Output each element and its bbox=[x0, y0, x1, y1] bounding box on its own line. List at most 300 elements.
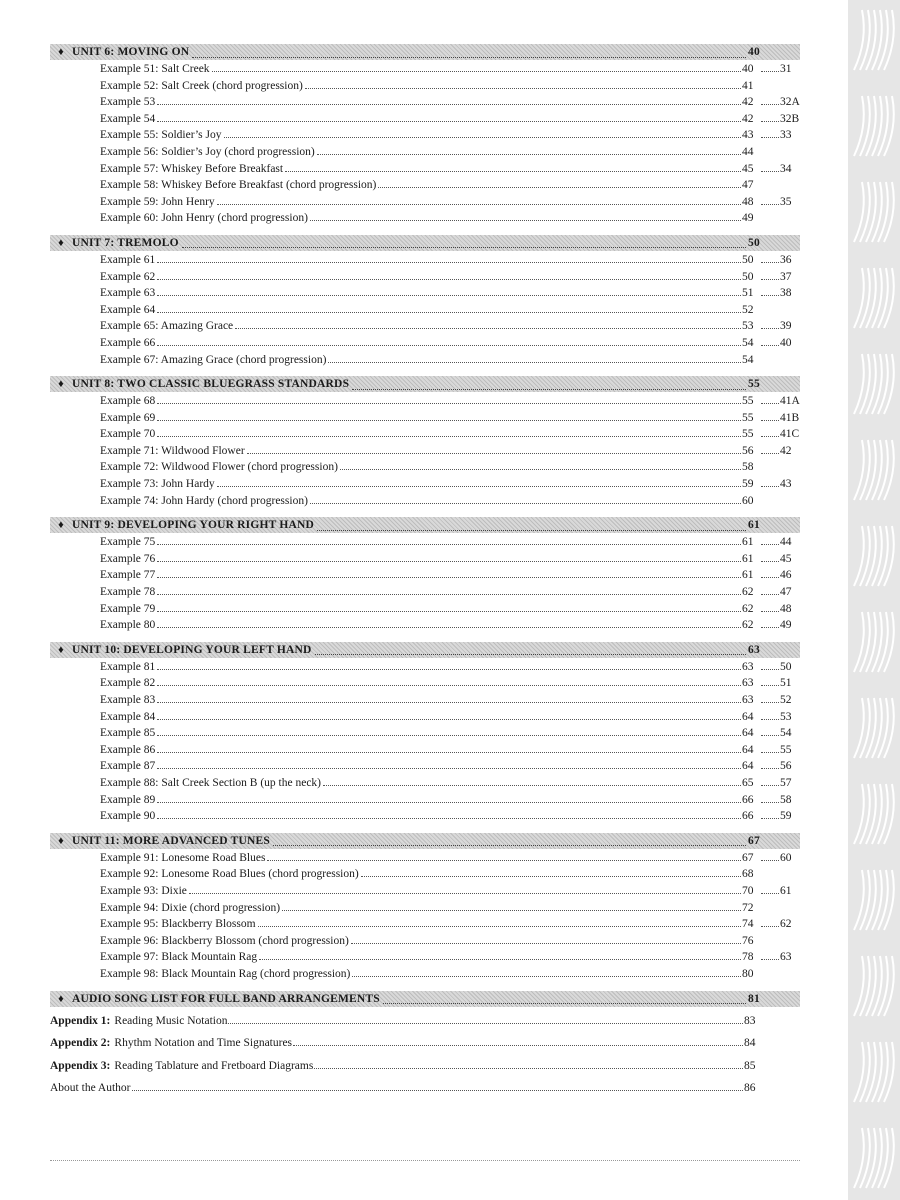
leader-dots bbox=[157, 552, 741, 562]
entry-track: 58 bbox=[780, 793, 792, 806]
leader-dots bbox=[157, 535, 741, 545]
toc-entry[interactable] bbox=[50, 535, 800, 552]
appendix-entry[interactable] bbox=[50, 1081, 800, 1104]
entry-title: Example 90 bbox=[100, 810, 156, 823]
entry-page: 45 bbox=[742, 162, 754, 175]
entry-track: 46 bbox=[780, 569, 792, 582]
entry-title: Example 65: Amazing Grace bbox=[100, 320, 234, 333]
leader-dots bbox=[761, 336, 779, 346]
entry-page: 63 bbox=[742, 677, 754, 690]
entry-title: Example 87 bbox=[100, 760, 156, 773]
leader-dots bbox=[157, 112, 741, 122]
appendix-entry[interactable] bbox=[50, 1059, 800, 1082]
entry-track: 36 bbox=[780, 253, 792, 266]
entry-title: Example 86 bbox=[100, 743, 156, 756]
entry-page: 65 bbox=[742, 776, 754, 789]
toc-entry[interactable] bbox=[50, 618, 800, 635]
toc-entry[interactable] bbox=[50, 178, 800, 195]
entry-title: Example 92: Lonesome Road Blues (chord progression) bbox=[100, 868, 359, 881]
unit-page: 50 bbox=[748, 236, 760, 249]
entry-title: Example 51: Salt Creek bbox=[100, 63, 210, 75]
toc-entry[interactable] bbox=[50, 917, 800, 934]
diamond-icon: ♦ bbox=[58, 519, 64, 532]
unit-page: 67 bbox=[748, 834, 760, 847]
entry-page: 80 bbox=[742, 967, 754, 980]
unit-section bbox=[50, 376, 800, 510]
leader-dots bbox=[157, 253, 741, 263]
entry-title: Example 66 bbox=[100, 336, 156, 349]
entry-title: Example 76 bbox=[100, 552, 156, 565]
entry-page: 58 bbox=[742, 461, 754, 474]
diamond-icon: ♦ bbox=[58, 46, 64, 58]
leader-dots bbox=[351, 934, 741, 944]
unit-page: 81 bbox=[748, 992, 760, 1005]
leader-dots bbox=[340, 460, 741, 470]
entry-page: 64 bbox=[742, 743, 754, 756]
leader-dots bbox=[378, 178, 741, 188]
entry-track: 39 bbox=[780, 320, 792, 333]
entry-title: Example 59: John Henry bbox=[100, 195, 215, 208]
toc-entry[interactable] bbox=[50, 460, 800, 477]
leader-dots bbox=[761, 286, 779, 296]
unit-page: 61 bbox=[748, 519, 760, 532]
leader-dots bbox=[157, 726, 741, 736]
leader-dots bbox=[761, 128, 779, 138]
entry-track: 41B bbox=[780, 411, 800, 424]
unit-title: UNIT 8: TWO CLASSIC BLUEGRASS STANDARDS bbox=[72, 378, 350, 391]
toc-entry[interactable] bbox=[50, 95, 800, 112]
entry-title: Example 73: John Hardy bbox=[100, 478, 215, 491]
entry-title: Example 89 bbox=[100, 793, 156, 806]
leader-dots bbox=[761, 660, 779, 670]
leader-dots bbox=[761, 884, 779, 894]
leader-dots bbox=[317, 145, 741, 155]
entry-title: Example 82 bbox=[100, 677, 156, 690]
leader-dots bbox=[761, 602, 779, 612]
leader-dots bbox=[132, 1081, 744, 1091]
leader-dots bbox=[157, 676, 741, 686]
leader-dots bbox=[217, 195, 741, 205]
unit-page: 55 bbox=[748, 378, 760, 391]
entry-title: Example 93: Dixie bbox=[100, 884, 187, 897]
leader-dots bbox=[761, 759, 779, 769]
toc-entry[interactable] bbox=[50, 270, 800, 287]
toc-entry[interactable] bbox=[50, 411, 800, 428]
appendix-page: 84 bbox=[744, 1037, 756, 1049]
leader-dots bbox=[761, 950, 779, 960]
entry-track: 41A bbox=[780, 395, 800, 408]
entry-title: Example 54 bbox=[100, 112, 156, 125]
entry-page: 62 bbox=[742, 619, 754, 632]
toc-entry[interactable] bbox=[50, 319, 800, 336]
entry-title: Example 52: Salt Creek (chord progression) bbox=[100, 79, 303, 92]
leader-dots bbox=[157, 710, 741, 720]
leader-dots bbox=[761, 319, 779, 329]
entry-page: 59 bbox=[742, 478, 754, 491]
entry-title: Example 75 bbox=[100, 536, 156, 549]
entry-title: Example 67: Amazing Grace (chord progression) bbox=[100, 353, 327, 366]
entry-title: Example 64 bbox=[100, 303, 156, 316]
unit-section bbox=[50, 517, 800, 635]
leader-dots bbox=[157, 793, 741, 803]
toc-entry[interactable] bbox=[50, 602, 800, 619]
entry-track: 31 bbox=[780, 63, 792, 75]
unit-title: UNIT 9: DEVELOPING YOUR RIGHT HAND bbox=[72, 519, 315, 532]
entry-track: 50 bbox=[780, 660, 792, 673]
entry-page: 43 bbox=[742, 129, 754, 142]
leader-dots bbox=[761, 568, 779, 578]
leader-dots bbox=[383, 993, 746, 1004]
entry-track: 60 bbox=[780, 851, 792, 864]
leader-dots bbox=[235, 319, 741, 329]
toc-entry[interactable] bbox=[50, 253, 800, 270]
toc-entry[interactable] bbox=[50, 793, 800, 810]
leader-dots bbox=[157, 95, 741, 105]
leader-dots bbox=[761, 809, 779, 819]
leader-dots bbox=[761, 477, 779, 487]
entry-title: Example 70 bbox=[100, 428, 156, 441]
leader-dots bbox=[228, 1014, 743, 1024]
leader-dots bbox=[761, 793, 779, 803]
leader-dots bbox=[157, 411, 741, 421]
appendix-entry[interactable] bbox=[50, 1014, 800, 1037]
leader-dots bbox=[247, 444, 741, 454]
leader-dots bbox=[761, 917, 779, 927]
entry-title: Example 95: Blackberry Blossom bbox=[100, 918, 256, 931]
toc-entry[interactable] bbox=[50, 809, 800, 826]
toc-entry[interactable] bbox=[50, 901, 800, 918]
entry-track: 38 bbox=[780, 287, 792, 300]
entry-track: 55 bbox=[780, 743, 792, 756]
entry-page: 63 bbox=[742, 694, 754, 706]
toc-entry[interactable] bbox=[50, 145, 800, 162]
leader-dots bbox=[761, 95, 779, 105]
leader-dots bbox=[761, 726, 779, 736]
appendix-label: Appendix 1: bbox=[50, 1014, 111, 1027]
unit-title: AUDIO SONG LIST FOR FULL BAND ARRANGEMENTS bbox=[72, 992, 380, 1005]
toc-entry[interactable] bbox=[50, 867, 800, 884]
appendix-entry[interactable] bbox=[50, 1036, 800, 1059]
leader-dots bbox=[310, 211, 741, 221]
leader-dots bbox=[761, 710, 779, 720]
leader-dots bbox=[157, 743, 741, 753]
leader-dots bbox=[192, 47, 746, 58]
leader-dots bbox=[157, 303, 741, 313]
leader-dots bbox=[157, 270, 741, 280]
entry-page: 52 bbox=[742, 303, 754, 316]
leader-dots bbox=[217, 477, 741, 487]
entry-title: Example 81 bbox=[100, 660, 156, 673]
entry-page: 70 bbox=[742, 884, 754, 897]
toc-entry[interactable] bbox=[50, 162, 800, 179]
toc-entry[interactable] bbox=[50, 128, 800, 145]
toc-entry[interactable] bbox=[50, 743, 800, 760]
entry-page: 60 bbox=[742, 494, 754, 507]
leader-dots bbox=[212, 62, 741, 72]
leader-dots bbox=[282, 901, 741, 911]
entry-page: 48 bbox=[742, 195, 754, 208]
entry-title: Example 74: John Hardy (chord progression) bbox=[100, 494, 308, 507]
toc-entry[interactable] bbox=[50, 851, 800, 868]
leader-dots bbox=[157, 809, 741, 819]
toc-entry[interactable] bbox=[50, 336, 800, 353]
entry-title: Example 88: Salt Creek Section B (up the neck) bbox=[100, 776, 321, 789]
entry-track: 57 bbox=[780, 776, 792, 789]
entry-track: 54 bbox=[780, 727, 792, 740]
divider bbox=[50, 1160, 800, 1161]
entry-title: Example 69 bbox=[100, 411, 156, 424]
entry-page: 41 bbox=[742, 79, 754, 92]
leader-dots bbox=[761, 676, 779, 686]
entry-title: Example 98: Black Mountain Rag (chord progression) bbox=[100, 967, 351, 980]
toc-entry[interactable] bbox=[50, 660, 800, 677]
appendix-title: Reading Music Notation bbox=[114, 1014, 228, 1027]
entry-page: 40 bbox=[742, 63, 754, 75]
leader-dots bbox=[157, 286, 741, 296]
entry-page: 55 bbox=[742, 428, 754, 441]
entry-page: 66 bbox=[742, 793, 754, 806]
leader-dots bbox=[157, 759, 741, 769]
unit-section bbox=[50, 991, 800, 1007]
entry-track: 51 bbox=[780, 677, 792, 690]
entry-page: 50 bbox=[742, 270, 754, 283]
leader-dots bbox=[361, 867, 741, 877]
unit-section bbox=[50, 235, 800, 369]
table-of-contents bbox=[50, 44, 800, 1104]
entry-title: Example 53 bbox=[100, 96, 156, 109]
entry-page: 42 bbox=[742, 112, 754, 125]
leader-dots bbox=[157, 602, 741, 612]
entry-page: 62 bbox=[742, 602, 754, 615]
leader-dots bbox=[305, 79, 741, 89]
entry-track: 32A bbox=[780, 96, 800, 109]
appendix-label: Appendix 3: bbox=[50, 1059, 111, 1072]
entry-track: 44 bbox=[780, 536, 792, 549]
toc-entry[interactable] bbox=[50, 967, 800, 984]
leader-dots bbox=[157, 618, 741, 628]
entry-title: Example 63 bbox=[100, 287, 156, 300]
entry-track: 47 bbox=[780, 586, 792, 599]
entry-track: 61 bbox=[780, 884, 792, 897]
leader-dots bbox=[761, 693, 779, 703]
leader-dots bbox=[189, 884, 741, 894]
leader-dots bbox=[182, 237, 746, 248]
entry-title: Example 80 bbox=[100, 619, 156, 632]
leader-dots bbox=[761, 444, 779, 454]
entry-page: 42 bbox=[742, 96, 754, 109]
toc-entry[interactable] bbox=[50, 195, 800, 212]
entry-page: 68 bbox=[742, 868, 754, 881]
entry-title: Example 58: Whiskey Before Breakfast (chord progression) bbox=[100, 179, 377, 192]
leader-dots bbox=[352, 379, 746, 390]
entry-page: 44 bbox=[742, 145, 754, 158]
appendix-label: Appendix 2: bbox=[50, 1037, 111, 1049]
unit-heading[interactable] bbox=[50, 991, 800, 1007]
entry-page: 78 bbox=[742, 951, 754, 964]
toc-entry[interactable] bbox=[50, 693, 800, 710]
entry-title: Example 56: Soldier’s Joy (chord progression) bbox=[100, 145, 315, 158]
leader-dots bbox=[314, 1059, 743, 1069]
entry-page: 53 bbox=[742, 320, 754, 333]
appendix-page: 83 bbox=[744, 1014, 756, 1027]
entry-page: 50 bbox=[742, 253, 754, 266]
entry-title: Example 57: Whiskey Before Breakfast bbox=[100, 162, 284, 175]
toc-entry[interactable] bbox=[50, 353, 800, 370]
leader-dots bbox=[761, 270, 779, 280]
toc-entry[interactable] bbox=[50, 759, 800, 776]
toc-entry[interactable] bbox=[50, 710, 800, 727]
leader-dots bbox=[323, 776, 741, 786]
entry-track: 63 bbox=[780, 951, 792, 964]
leader-dots bbox=[157, 394, 741, 404]
unit-title: UNIT 7: TREMOLO bbox=[72, 236, 179, 249]
toc-entry[interactable] bbox=[50, 427, 800, 444]
toc-entry[interactable] bbox=[50, 934, 800, 951]
toc-entry[interactable] bbox=[50, 552, 800, 569]
entry-title: Example 62 bbox=[100, 270, 156, 283]
entry-title: Example 78 bbox=[100, 586, 156, 599]
toc-entry[interactable] bbox=[50, 726, 800, 743]
entry-page: 55 bbox=[742, 395, 754, 408]
entry-track: 33 bbox=[780, 129, 792, 142]
unit-heading[interactable] bbox=[50, 376, 800, 392]
entry-title: Example 60: John Henry (chord progression) bbox=[100, 212, 308, 225]
entry-page: 54 bbox=[742, 336, 754, 349]
entry-track: 40 bbox=[780, 336, 792, 349]
toc-entry[interactable] bbox=[50, 776, 800, 793]
leader-dots bbox=[761, 427, 779, 437]
leader-dots bbox=[315, 644, 747, 655]
toc-entry[interactable] bbox=[50, 112, 800, 129]
leader-dots bbox=[761, 552, 779, 562]
leader-dots bbox=[761, 585, 779, 595]
entry-track: 41C bbox=[780, 428, 800, 441]
entry-page: 51 bbox=[742, 287, 754, 300]
entry-title: Example 91: Lonesome Road Blues bbox=[100, 851, 266, 864]
leader-dots bbox=[224, 128, 742, 138]
entry-page: 63 bbox=[742, 660, 754, 673]
leader-dots bbox=[761, 112, 779, 122]
leader-dots bbox=[157, 568, 741, 578]
unit-title: UNIT 10: DEVELOPING YOUR LEFT HAND bbox=[72, 643, 312, 656]
appendix-list bbox=[50, 1014, 800, 1104]
unit-heading[interactable] bbox=[50, 517, 800, 533]
toc-entry[interactable] bbox=[50, 568, 800, 585]
leader-dots bbox=[761, 162, 779, 172]
entry-title: Example 84 bbox=[100, 710, 156, 723]
toc-entry[interactable] bbox=[50, 676, 800, 693]
leader-dots bbox=[157, 336, 741, 346]
entry-title: Example 83 bbox=[100, 694, 156, 706]
unit-heading[interactable] bbox=[50, 235, 800, 251]
leader-dots bbox=[157, 660, 741, 670]
entry-page: 72 bbox=[742, 901, 754, 914]
toc-entry[interactable] bbox=[50, 394, 800, 411]
entry-track: 49 bbox=[780, 619, 792, 632]
entry-title: Example 79 bbox=[100, 602, 156, 615]
unit-section bbox=[50, 642, 800, 826]
unit-section bbox=[50, 833, 800, 984]
entry-track: 43 bbox=[780, 478, 792, 491]
diamond-icon: ♦ bbox=[58, 992, 64, 1005]
leader-dots bbox=[258, 917, 741, 927]
leader-dots bbox=[761, 411, 779, 421]
toc-entry[interactable] bbox=[50, 62, 800, 79]
unit-title: UNIT 6: MOVING ON bbox=[72, 46, 190, 58]
toc-entry[interactable] bbox=[50, 950, 800, 967]
leader-dots bbox=[352, 967, 741, 977]
leader-dots bbox=[761, 743, 779, 753]
leader-dots bbox=[761, 195, 779, 205]
entry-page: 49 bbox=[742, 212, 754, 225]
entry-page: 64 bbox=[742, 727, 754, 740]
entry-track: 48 bbox=[780, 602, 792, 615]
entry-page: 56 bbox=[742, 444, 754, 457]
diamond-icon: ♦ bbox=[58, 236, 64, 249]
diamond-icon: ♦ bbox=[58, 643, 64, 656]
entry-title: Example 72: Wildwood Flower (chord progression) bbox=[100, 461, 338, 474]
entry-page: 61 bbox=[742, 552, 754, 565]
unit-heading[interactable] bbox=[50, 833, 800, 849]
leader-dots bbox=[761, 394, 779, 404]
entry-track: 37 bbox=[780, 270, 792, 283]
entry-page: 64 bbox=[742, 710, 754, 723]
leader-dots bbox=[761, 851, 779, 861]
leader-dots bbox=[761, 535, 779, 545]
leader-dots bbox=[317, 520, 746, 531]
toc-entry[interactable] bbox=[50, 303, 800, 320]
entry-title: Example 71: Wildwood Flower bbox=[100, 444, 245, 457]
appendix-title: About the Author bbox=[50, 1082, 131, 1094]
toc-entry[interactable] bbox=[50, 884, 800, 901]
entry-title: Example 96: Blackberry Blossom (chord progression) bbox=[100, 934, 349, 947]
leader-dots bbox=[285, 162, 741, 172]
entry-title: Example 55: Soldier’s Joy bbox=[100, 129, 222, 142]
appendix-page: 86 bbox=[744, 1082, 756, 1094]
toc-entry[interactable] bbox=[50, 477, 800, 494]
toc-entry[interactable] bbox=[50, 79, 800, 96]
entry-title: Example 97: Black Mountain Rag bbox=[100, 951, 258, 964]
unit-heading[interactable] bbox=[50, 44, 800, 60]
toc-entry[interactable] bbox=[50, 444, 800, 461]
entry-track: 32B bbox=[780, 112, 800, 125]
entry-track: 34 bbox=[780, 162, 792, 175]
toc-entry[interactable] bbox=[50, 494, 800, 511]
toc-entry[interactable] bbox=[50, 211, 800, 228]
leader-dots bbox=[259, 950, 741, 960]
entry-page: 61 bbox=[742, 569, 754, 582]
leader-dots bbox=[267, 851, 741, 861]
toc-entry[interactable] bbox=[50, 585, 800, 602]
leader-dots bbox=[761, 253, 779, 263]
entry-title: Example 77 bbox=[100, 569, 156, 582]
entry-page: 62 bbox=[742, 586, 754, 599]
leader-dots bbox=[157, 427, 741, 437]
entry-track: 59 bbox=[780, 810, 792, 823]
unit-heading[interactable] bbox=[50, 642, 800, 658]
entry-track: 35 bbox=[780, 195, 792, 208]
entry-page: 55 bbox=[742, 411, 754, 424]
leader-dots bbox=[157, 693, 741, 703]
leader-dots bbox=[157, 585, 741, 595]
toc-entry[interactable] bbox=[50, 286, 800, 303]
entry-page: 47 bbox=[742, 179, 754, 192]
entry-track: 42 bbox=[780, 444, 792, 457]
entry-track: 53 bbox=[780, 710, 792, 723]
leader-dots bbox=[328, 353, 741, 363]
decorative-border bbox=[848, 0, 900, 1200]
entry-track: 62 bbox=[780, 918, 792, 931]
